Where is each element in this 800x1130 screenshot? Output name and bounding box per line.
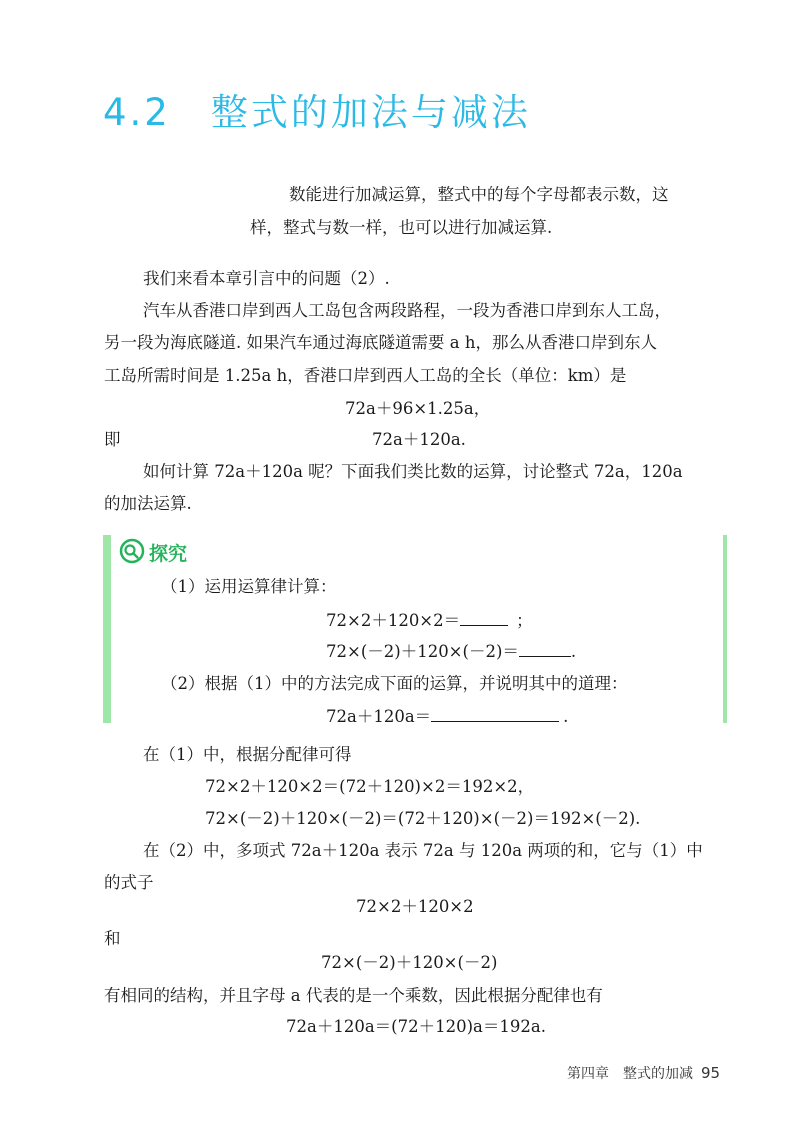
solution-line-3: 有相同的结构，并且字母 a 代表的是一个乘数，因此根据分配律也有 [104, 986, 603, 1005]
solution-equation-1b: 72×(－2)＋120×(－2)＝(72＋120)×(－2)＝192×(－2). [205, 809, 641, 828]
paragraph-1: 我们来看本章引言中的问题（2）. [143, 269, 390, 288]
explore-equation-1a [326, 609, 533, 631]
explore-equation-1a-end: ； [516, 611, 533, 630]
answer-blank-1[interactable] [460, 609, 508, 626]
solution-equation-2b: 72×(－2)＋120×(－2) [321, 953, 498, 972]
explore-question-1: （1）运用运算律计算： [161, 577, 337, 596]
explore-equation-1b [326, 640, 576, 662]
explore-right-bar [723, 535, 727, 723]
equation-2: 72a＋120a. [372, 430, 466, 449]
explore-equation-2-end: . [563, 707, 569, 726]
he-label: 和 [104, 929, 121, 948]
paragraph-2-line-3: 工岛所需时间是 1.25a h，香港口岸到西人工岛的全长（单位：km）是 [104, 366, 627, 385]
equation-1: 72a＋96×1.25a， [345, 399, 491, 418]
answer-blank-2[interactable] [519, 640, 571, 657]
explore-left-bar [103, 535, 111, 723]
footer-section: 整式的加减 [623, 1066, 693, 1082]
intro-line-2: 样，整式与数一样，也可以进行加减运算. [250, 218, 553, 237]
solution-equation-3: 72a＋120a＝(72＋120)a＝192a. [286, 1017, 546, 1036]
ji-label: 即 [104, 430, 121, 449]
explore-question-2: （2）根据（1）中的方法完成下面的运算，并说明其中的道理： [161, 674, 628, 693]
page-number: 95 [701, 1064, 721, 1082]
solution-line-1: 在（1）中，根据分配律可得 [143, 745, 352, 764]
footer-chapter: 第四章 [567, 1066, 609, 1082]
paragraph-2-line-2: 另一段为海底隧道. 如果汽车通过海底隧道需要 a h，那么从香港口岸到东人 [104, 333, 657, 352]
explore-equation-1b-text: 72×(－2)＋120×(－2)＝ [326, 642, 519, 661]
explore-equation-1b-end: . [570, 642, 577, 661]
explore-label: 探究 [149, 543, 188, 565]
explore-equation-1a-text: 72×2＋120×2＝ [326, 611, 461, 630]
paragraph-3-line-1: 如何计算 72a＋120a 呢？下面我们类比数的运算，讨论整式 72a，120a [143, 462, 683, 481]
solution-line-2: 在（2）中，多项式 72a＋120a 表示 72a 与 120a 两项的和，它与（1）中 [143, 841, 703, 860]
explore-icon [119, 538, 145, 564]
section-title: 4.2 整式的加法与减法 [103, 91, 531, 134]
intro-line-1: 数能进行加减运算，整式中的每个字母都表示数，这 [289, 185, 669, 204]
solution-equation-1a: 72×2＋120×2＝(72＋120)×2＝192×2， [205, 777, 535, 796]
explore-equation-2 [326, 705, 568, 727]
paragraph-2-line-1: 汽车从香港口岸到西人工岛包含两段路程，一段为香港口岸到东人工岛， [143, 301, 671, 320]
page-footer [567, 1063, 720, 1083]
solution-line-2b: 的式子 [104, 873, 154, 892]
solution-equation-2a: 72×2＋120×2 [356, 897, 474, 916]
answer-blank-3[interactable] [431, 705, 559, 722]
paragraph-3-line-2: 的加法运算. [104, 494, 192, 513]
explore-equation-2-text: 72a＋120a＝ [326, 707, 432, 726]
